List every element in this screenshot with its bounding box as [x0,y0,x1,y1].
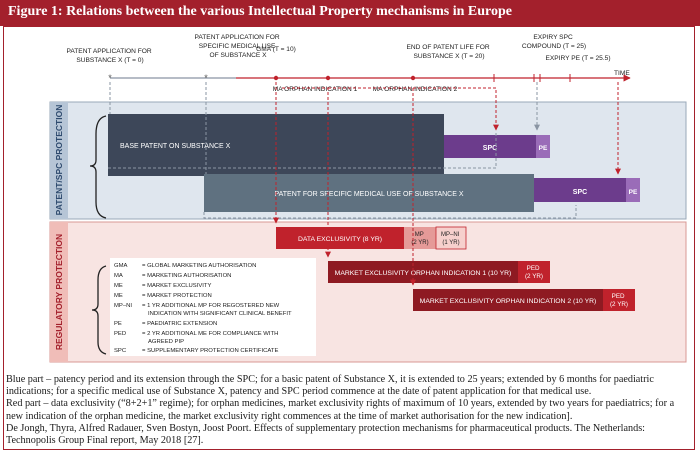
gma-marker [274,76,278,80]
event-label-ma-orphan-2: MA ORPHAN INDICATION 2 [372,86,458,93]
event-label-specific-use-application: PATENT APPLICATION FOR SPECIFIC MEDICAL USE OF SUBSTANCE X [194,34,280,59]
figure-title: Figure 1: Relations between the various Intellectual Property mechanisms in Europe [8,4,512,19]
regulatory-section-label: REGULATORY PROTECTION [54,233,64,351]
legend-abbr: GMA [114,263,128,269]
event-label-patent-application: PATENT APPLICATION FOR SUBSTANCE X (T = 0) [66,48,152,64]
legend-abbr: ME [114,283,123,289]
legend-definition: = MARKETING AUTHORISATION [142,273,232,279]
market-exclusivity-1-label: MARKET EXCLUSIVITY ORPHAN INDICATION 1 (10 YR) [334,270,512,277]
legend-definition: = SUPPLEMENTARY PROTECTION CERTIFICATE [142,348,279,354]
market-exclusivity-2-label: MARKET EXCLUSIVITY ORPHAN INDICATION 2 (10 YR) [419,298,597,305]
pe-label: PE [538,145,548,152]
caption-blue-part: Blue part – patency period and its extension through the SPC; for a basic patent of Substance X, it is extended to 25 years; extended by 6 months for paediatric indications; for a specific medical use of Substance X, patency and SPC period commence at the date of patent application for that medical use. [6,374,654,398]
mp-label: MP (2 YR) [411,232,429,246]
legend-abbr: PE [114,321,122,327]
legend-definition: = GLOBAL MARKETING AUTHORISATION [142,263,257,269]
time-axis-label: TIME [614,70,630,77]
legend-abbr: SPC [114,348,127,354]
legend-definition: = PAEDIATRIC EXTENSION [142,321,218,327]
legend-abbr: ME [114,293,123,299]
svg-text:*: * [204,73,208,83]
legend-definition: = MARKET PROTECTION [142,293,212,299]
orphan-2-marker [411,76,415,80]
timeline-labels [66,34,630,93]
patent-section-label: PATENT/SPC PROTECTION [54,104,64,216]
pe-2-label: PE [628,189,638,196]
event-label-expiry-pe: EXPIRY PE (T = 25.5) [545,55,611,62]
svg-text:*: * [108,73,112,83]
figure-title-bar [0,0,700,26]
ip-mechanisms-diagram [6,30,694,370]
mp-ni-label: MP–NI (1 YR) [440,232,460,246]
ped-1-label: PED (2 YR) [524,265,544,280]
event-label-expiry-spc: EXPIRY SPC COMPOUND (T = 25) [521,34,587,50]
caption-red-part: Red part – data exclusivity (“8+2+1” regime); for orphan medicines, market exclusivity rights of maximum of 10 years, extended by two years for paediatrics; for a new indication of the orphan medicine, the market exclusivity right commences at the time of market authorisation for the new indication]. [6,398,675,422]
legend-abbr: PED [114,331,127,337]
event-label-ma-orphan-1: MA ORPHAN INDICATION 1 [272,86,358,93]
event-label-gma: GMA (T = 10) [256,46,296,53]
base-patent-label: BASE PATENT ON SUBSTANCE X [120,143,231,150]
legend-definition: = 1 YR ADDITIONAL MP FOR REGOSTERED NEW INDICATION WITH SIGNIFICANT CLINICAL BENEFIT [142,303,292,317]
spc-2-label: SPC [572,189,588,196]
ped-2-label: PED (2 YR) [609,293,629,308]
legend-abbr: MP–NI [114,303,133,309]
figure-caption [6,374,692,447]
orphan-1-marker [326,76,330,80]
spc-label: SPC [482,145,498,152]
event-label-end-patent-life: END OF PATENT LIFE FOR SUBSTANCE X (T = 20) [406,44,490,60]
data-exclusivity-label: DATA EXCLUSIVITY (8 YR) [297,236,383,243]
legend-definition: = MARKET EXCLUSIVITY [142,283,212,289]
time-axis [108,73,630,83]
use-patent-label: PATENT FOR SPECIFIC MEDICAL USE OF SUBSTANCE X [274,191,464,198]
legend-abbr: MA [114,273,123,279]
legend-definition: = 2 YR ADDITIONAL ME FOR COMPLIANCE WITH AGREED PIP [142,331,279,345]
caption-source: De Jongh, Thyra, Alfred Radauer, Sven Bostyn, Joost Poort. Effects of supplementary protection mechanisms for pharmaceutical products. The Netherlands: Technopolis Group Final report, May 2018 [27]. [6,422,645,447]
